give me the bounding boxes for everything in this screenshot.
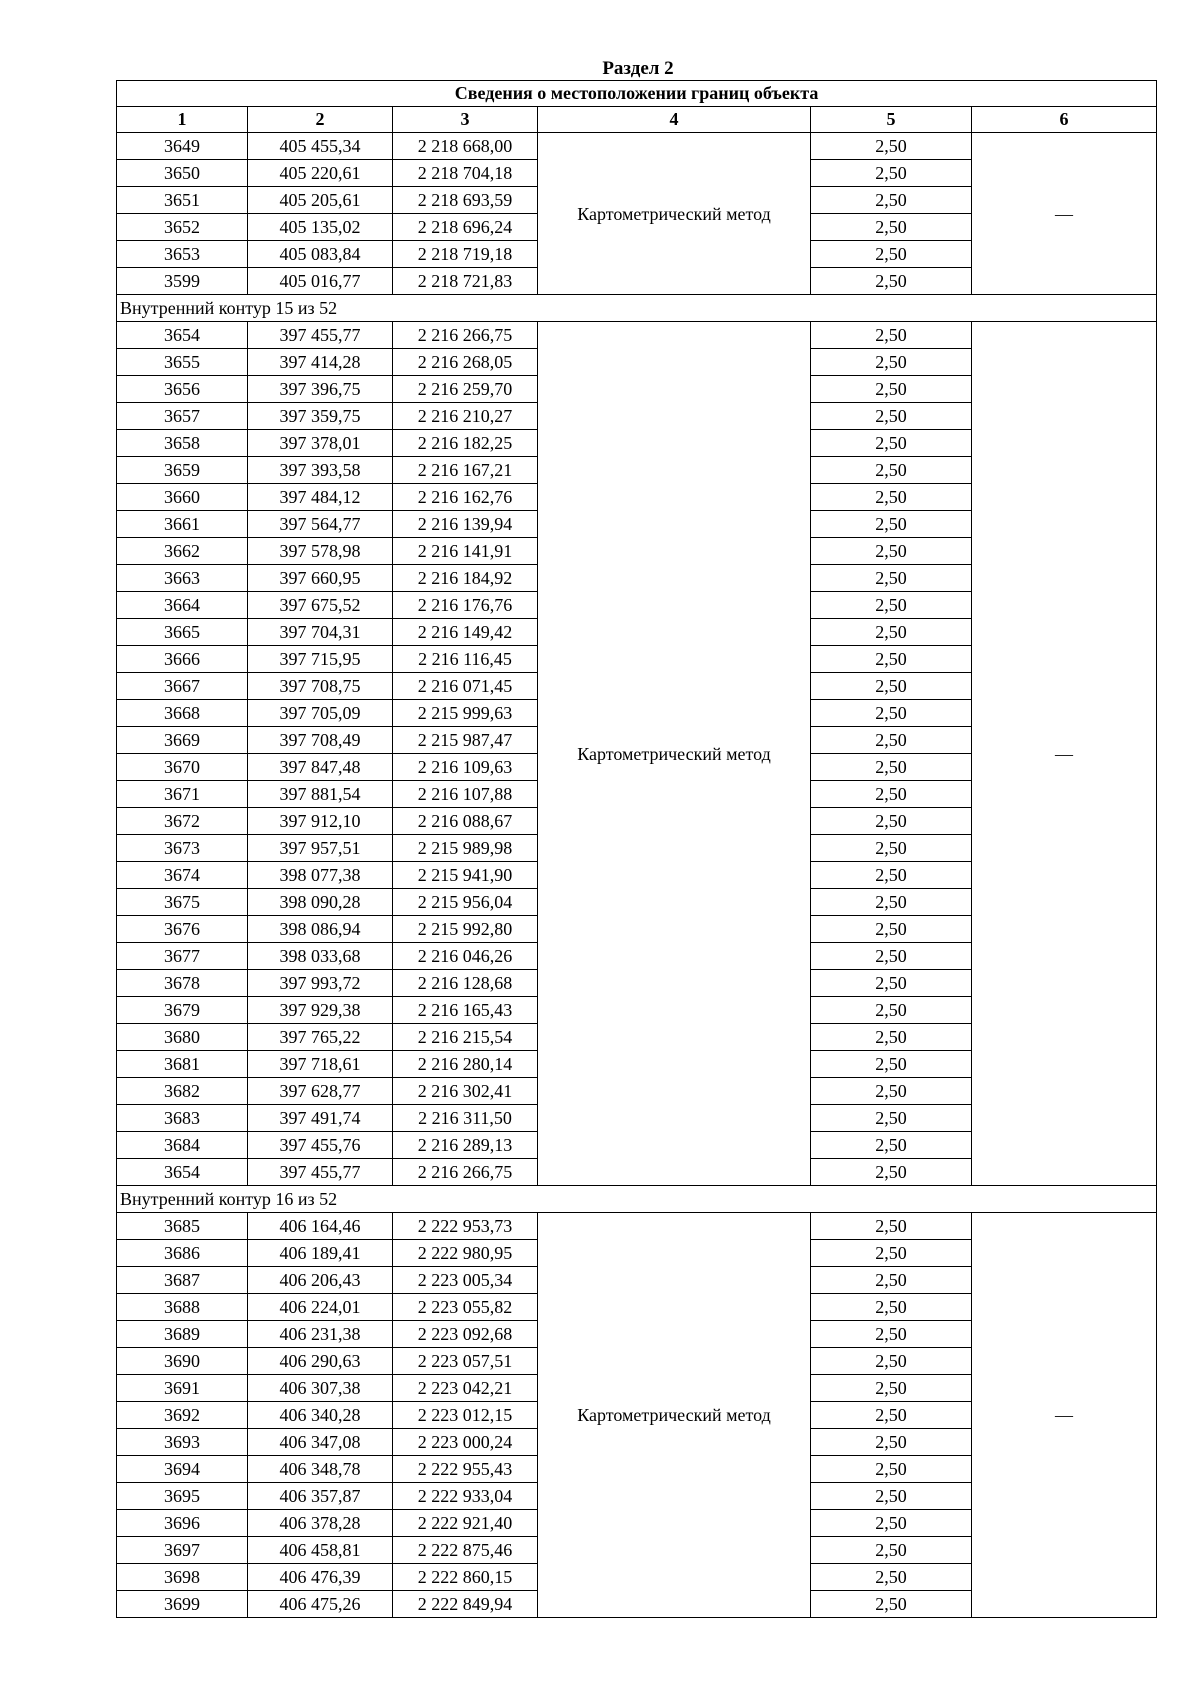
accuracy-value: 2,50 [811, 1213, 972, 1240]
coordinate-y: 2 223 055,82 [393, 1294, 538, 1321]
accuracy-value: 2,50 [811, 214, 972, 241]
coordinate-y: 2 222 849,94 [393, 1591, 538, 1618]
point-number: 3651 [117, 187, 248, 214]
coordinate-x: 397 847,48 [248, 754, 393, 781]
coordinate-y: 2 215 987,47 [393, 727, 538, 754]
accuracy-value: 2,50 [811, 646, 972, 673]
accuracy-value: 2,50 [811, 727, 972, 754]
coordinate-y: 2 223 057,51 [393, 1348, 538, 1375]
coordinate-x: 406 475,26 [248, 1591, 393, 1618]
accuracy-value: 2,50 [811, 187, 972, 214]
coordinate-x: 397 708,75 [248, 673, 393, 700]
coordinate-x: 397 578,98 [248, 538, 393, 565]
coordinate-y: 2 216 266,75 [393, 322, 538, 349]
coordinate-y: 2 223 092,68 [393, 1321, 538, 1348]
accuracy-value: 2,50 [811, 403, 972, 430]
coordinate-y: 2 216 215,54 [393, 1024, 538, 1051]
accuracy-value: 2,50 [811, 1510, 972, 1537]
point-number: 3673 [117, 835, 248, 862]
point-number: 3677 [117, 943, 248, 970]
point-number: 3659 [117, 457, 248, 484]
coordinate-y: 2 218 668,00 [393, 133, 538, 160]
point-number: 3663 [117, 565, 248, 592]
point-number: 3691 [117, 1375, 248, 1402]
coordinate-y: 2 222 953,73 [393, 1213, 538, 1240]
accuracy-value: 2,50 [811, 619, 972, 646]
coordinate-x: 406 476,39 [248, 1564, 393, 1591]
accuracy-value: 2,50 [811, 1456, 972, 1483]
coordinate-x: 397 718,61 [248, 1051, 393, 1078]
accuracy-value: 2,50 [811, 565, 972, 592]
accuracy-value: 2,50 [811, 970, 972, 997]
point-number: 3654 [117, 1159, 248, 1186]
point-number: 3679 [117, 997, 248, 1024]
coordinate-x: 398 086,94 [248, 916, 393, 943]
coordinate-x: 397 414,28 [248, 349, 393, 376]
contour-header-row [117, 295, 1157, 322]
coordinate-x: 405 016,77 [248, 268, 393, 295]
coordinate-y: 2 222 933,04 [393, 1483, 538, 1510]
accuracy-value: 2,50 [811, 349, 972, 376]
point-number: 3650 [117, 160, 248, 187]
accuracy-value: 2,50 [811, 1078, 972, 1105]
accuracy-value: 2,50 [811, 1267, 972, 1294]
point-number: 3699 [117, 1591, 248, 1618]
coordinate-x: 406 458,81 [248, 1537, 393, 1564]
point-number: 3664 [117, 592, 248, 619]
coordinate-y: 2 216 149,42 [393, 619, 538, 646]
coordinate-y: 2 216 302,41 [393, 1078, 538, 1105]
accuracy-value: 2,50 [811, 754, 972, 781]
point-number: 3649 [117, 133, 248, 160]
accuracy-value: 2,50 [811, 1402, 972, 1429]
coordinate-y: 2 216 128,68 [393, 970, 538, 997]
point-number: 3696 [117, 1510, 248, 1537]
coordinate-x: 398 077,38 [248, 862, 393, 889]
point-number: 3654 [117, 322, 248, 349]
coordinate-x: 406 206,43 [248, 1267, 393, 1294]
coordinate-y: 2 215 992,80 [393, 916, 538, 943]
point-number: 3686 [117, 1240, 248, 1267]
point-number: 3692 [117, 1402, 248, 1429]
coordinate-y: 2 215 956,04 [393, 889, 538, 916]
coordinate-y: 2 216 046,26 [393, 943, 538, 970]
accuracy-value: 2,50 [811, 160, 972, 187]
coordinate-x: 397 660,95 [248, 565, 393, 592]
coordinate-x: 397 881,54 [248, 781, 393, 808]
accuracy-value: 2,50 [811, 1024, 972, 1051]
table-body [117, 81, 1157, 1618]
coordinate-x: 397 675,52 [248, 592, 393, 619]
coordinate-y: 2 218 721,83 [393, 268, 538, 295]
accuracy-value: 2,50 [811, 808, 972, 835]
coordinate-x: 406 340,28 [248, 1402, 393, 1429]
point-number: 3687 [117, 1267, 248, 1294]
coordinate-x: 397 455,77 [248, 322, 393, 349]
coordinate-y: 2 216 141,91 [393, 538, 538, 565]
coordinate-x: 397 765,22 [248, 1024, 393, 1051]
coordinate-y: 2 216 280,14 [393, 1051, 538, 1078]
coordinate-y: 2 216 266,75 [393, 1159, 538, 1186]
coordinate-x: 397 491,74 [248, 1105, 393, 1132]
coordinate-x: 405 205,61 [248, 187, 393, 214]
coordinate-y: 2 218 719,18 [393, 241, 538, 268]
column-number: 1 [117, 107, 248, 133]
accuracy-value: 2,50 [811, 1591, 972, 1618]
coordinate-y: 2 216 165,43 [393, 997, 538, 1024]
coordinate-y: 2 216 184,92 [393, 565, 538, 592]
point-number: 3689 [117, 1321, 248, 1348]
column-number: 3 [393, 107, 538, 133]
point-number: 3682 [117, 1078, 248, 1105]
point-number: 3688 [117, 1294, 248, 1321]
coordinate-x: 397 393,58 [248, 457, 393, 484]
accuracy-value: 2,50 [811, 538, 972, 565]
point-number: 3695 [117, 1483, 248, 1510]
contour-label: Внутренний контур 15 из 52 [117, 295, 1157, 322]
coordinate-x: 406 347,08 [248, 1429, 393, 1456]
column-number-row [117, 107, 1157, 133]
coordinate-x: 397 378,01 [248, 430, 393, 457]
table-caption: Сведения о местоположении границ объекта [117, 81, 1157, 107]
point-number: 3653 [117, 241, 248, 268]
accuracy-value: 2,50 [811, 376, 972, 403]
accuracy-value: 2,50 [811, 835, 972, 862]
column-6-cell: — [972, 1213, 1157, 1618]
accuracy-value: 2,50 [811, 1537, 972, 1564]
coordinate-x: 406 357,87 [248, 1483, 393, 1510]
accuracy-value: 2,50 [811, 457, 972, 484]
point-number: 3665 [117, 619, 248, 646]
accuracy-value: 2,50 [811, 1483, 972, 1510]
column-6-cell: — [972, 322, 1157, 1186]
coordinate-y: 2 216 182,25 [393, 430, 538, 457]
coordinate-x: 406 224,01 [248, 1294, 393, 1321]
contour-header-row [117, 1186, 1157, 1213]
point-number: 3685 [117, 1213, 248, 1240]
accuracy-value: 2,50 [811, 241, 972, 268]
coordinate-y: 2 216 162,76 [393, 484, 538, 511]
point-number: 3667 [117, 673, 248, 700]
coordinate-x: 397 564,77 [248, 511, 393, 538]
coordinate-x: 405 083,84 [248, 241, 393, 268]
point-number: 3656 [117, 376, 248, 403]
accuracy-value: 2,50 [811, 1159, 972, 1186]
coordinate-x: 397 957,51 [248, 835, 393, 862]
accuracy-value: 2,50 [811, 673, 972, 700]
accuracy-value: 2,50 [811, 1240, 972, 1267]
coordinate-y: 2 222 921,40 [393, 1510, 538, 1537]
coordinate-x: 397 708,49 [248, 727, 393, 754]
coordinate-y: 2 216 139,94 [393, 511, 538, 538]
coordinate-y: 2 215 999,63 [393, 700, 538, 727]
coordinate-y: 2 216 167,21 [393, 457, 538, 484]
accuracy-value: 2,50 [811, 781, 972, 808]
coordinate-y: 2 216 176,76 [393, 592, 538, 619]
coordinate-x: 406 307,38 [248, 1375, 393, 1402]
coordinate-y: 2 223 042,21 [393, 1375, 538, 1402]
table-row [117, 322, 1157, 349]
coordinate-y: 2 215 941,90 [393, 862, 538, 889]
coordinate-x: 406 164,46 [248, 1213, 393, 1240]
coordinate-x: 397 993,72 [248, 970, 393, 997]
table-caption-row [117, 81, 1157, 107]
accuracy-value: 2,50 [811, 268, 972, 295]
point-number: 3661 [117, 511, 248, 538]
point-number: 3690 [117, 1348, 248, 1375]
coordinate-y: 2 222 875,46 [393, 1537, 538, 1564]
accuracy-value: 2,50 [811, 322, 972, 349]
point-number: 3681 [117, 1051, 248, 1078]
coordinate-y: 2 216 088,67 [393, 808, 538, 835]
point-number: 3652 [117, 214, 248, 241]
accuracy-value: 2,50 [811, 1564, 972, 1591]
coordinate-x: 406 189,41 [248, 1240, 393, 1267]
coordinate-y: 2 216 289,13 [393, 1132, 538, 1159]
coordinate-y: 2 222 955,43 [393, 1456, 538, 1483]
coordinate-x: 406 231,38 [248, 1321, 393, 1348]
coordinate-y: 2 223 012,15 [393, 1402, 538, 1429]
accuracy-value: 2,50 [811, 997, 972, 1024]
coordinate-y: 2 216 116,45 [393, 646, 538, 673]
coordinate-y: 2 218 696,24 [393, 214, 538, 241]
coordinate-x: 397 396,75 [248, 376, 393, 403]
point-number: 3678 [117, 970, 248, 997]
coordinate-y: 2 216 311,50 [393, 1105, 538, 1132]
accuracy-value: 2,50 [811, 133, 972, 160]
coordinate-x: 397 455,77 [248, 1159, 393, 1186]
coordinate-y: 2 223 005,34 [393, 1267, 538, 1294]
accuracy-value: 2,50 [811, 916, 972, 943]
accuracy-value: 2,50 [811, 592, 972, 619]
point-number: 3698 [117, 1564, 248, 1591]
coordinate-x: 406 290,63 [248, 1348, 393, 1375]
accuracy-value: 2,50 [811, 943, 972, 970]
point-number: 3675 [117, 889, 248, 916]
point-number: 3674 [117, 862, 248, 889]
column-number: 5 [811, 107, 972, 133]
coordinate-x: 397 628,77 [248, 1078, 393, 1105]
coordinate-y: 2 216 210,27 [393, 403, 538, 430]
coordinate-x: 397 912,10 [248, 808, 393, 835]
accuracy-value: 2,50 [811, 484, 972, 511]
point-number: 3670 [117, 754, 248, 781]
method-cell: Картометрический метод [538, 1213, 811, 1618]
table-row [117, 1213, 1157, 1240]
coordinate-x: 397 359,75 [248, 403, 393, 430]
coordinate-y: 2 222 980,95 [393, 1240, 538, 1267]
accuracy-value: 2,50 [811, 1321, 972, 1348]
accuracy-value: 2,50 [811, 1429, 972, 1456]
coordinate-y: 2 216 268,05 [393, 349, 538, 376]
coordinate-y: 2 216 107,88 [393, 781, 538, 808]
accuracy-value: 2,50 [811, 511, 972, 538]
coordinate-x: 398 033,68 [248, 943, 393, 970]
method-cell: Картометрический метод [538, 133, 811, 295]
accuracy-value: 2,50 [811, 862, 972, 889]
coordinate-x: 397 715,95 [248, 646, 393, 673]
coordinate-x: 405 455,34 [248, 133, 393, 160]
coordinate-x: 406 378,28 [248, 1510, 393, 1537]
coordinate-y: 2 218 693,59 [393, 187, 538, 214]
point-number: 3697 [117, 1537, 248, 1564]
coordinate-x: 405 220,61 [248, 160, 393, 187]
coordinate-y: 2 218 704,18 [393, 160, 538, 187]
point-number: 3694 [117, 1456, 248, 1483]
point-number: 3666 [117, 646, 248, 673]
column-number: 4 [538, 107, 811, 133]
coordinate-y: 2 223 000,24 [393, 1429, 538, 1456]
section-title: Раздел 2 [602, 58, 674, 79]
accuracy-value: 2,50 [811, 430, 972, 457]
point-number: 3671 [117, 781, 248, 808]
point-number: 3660 [117, 484, 248, 511]
point-number: 3657 [117, 403, 248, 430]
point-number: 3655 [117, 349, 248, 376]
point-number: 3662 [117, 538, 248, 565]
coordinate-y: 2 222 860,15 [393, 1564, 538, 1591]
coordinate-x: 397 484,12 [248, 484, 393, 511]
accuracy-value: 2,50 [811, 700, 972, 727]
column-number: 6 [972, 107, 1157, 133]
accuracy-value: 2,50 [811, 1132, 972, 1159]
accuracy-value: 2,50 [811, 1348, 972, 1375]
accuracy-value: 2,50 [811, 889, 972, 916]
accuracy-value: 2,50 [811, 1375, 972, 1402]
point-number: 3684 [117, 1132, 248, 1159]
coordinate-y: 2 215 989,98 [393, 835, 538, 862]
coordinate-x: 406 348,78 [248, 1456, 393, 1483]
point-number: 3668 [117, 700, 248, 727]
accuracy-value: 2,50 [811, 1051, 972, 1078]
coordinate-y: 2 216 071,45 [393, 673, 538, 700]
table-row [117, 133, 1157, 160]
coordinate-x: 405 135,02 [248, 214, 393, 241]
point-number: 3599 [117, 268, 248, 295]
boundary-coordinates-table [116, 80, 1157, 1618]
accuracy-value: 2,50 [811, 1294, 972, 1321]
point-number: 3680 [117, 1024, 248, 1051]
coordinate-x: 397 455,76 [248, 1132, 393, 1159]
point-number: 3693 [117, 1429, 248, 1456]
method-cell: Картометрический метод [538, 322, 811, 1186]
point-number: 3676 [117, 916, 248, 943]
point-number: 3658 [117, 430, 248, 457]
coordinate-x: 398 090,28 [248, 889, 393, 916]
coordinate-x: 397 704,31 [248, 619, 393, 646]
coordinate-x: 397 705,09 [248, 700, 393, 727]
point-number: 3669 [117, 727, 248, 754]
coordinate-x: 397 929,38 [248, 997, 393, 1024]
point-number: 3672 [117, 808, 248, 835]
point-number: 3683 [117, 1105, 248, 1132]
column-number: 2 [248, 107, 393, 133]
coordinate-y: 2 216 259,70 [393, 376, 538, 403]
accuracy-value: 2,50 [811, 1105, 972, 1132]
contour-label: Внутренний контур 16 из 52 [117, 1186, 1157, 1213]
coordinate-y: 2 216 109,63 [393, 754, 538, 781]
column-6-cell: — [972, 133, 1157, 295]
